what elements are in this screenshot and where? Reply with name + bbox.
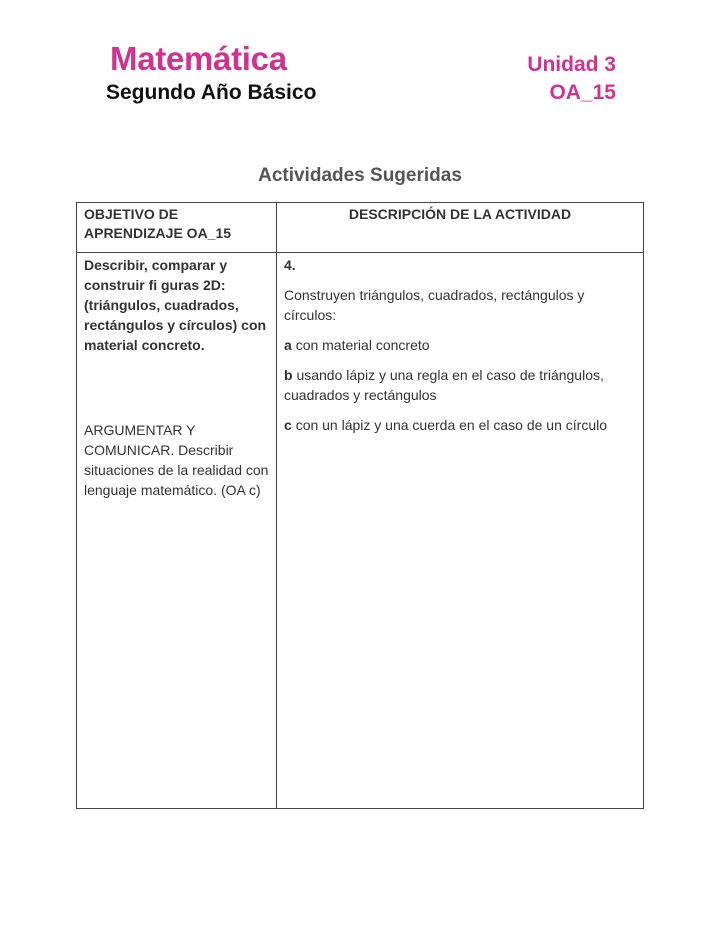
column-header-description: DESCRIPCIÓN DE LA ACTIVIDAD [348, 206, 572, 222]
activity-item-c [284, 415, 634, 435]
item-label: b [284, 367, 293, 383]
unit-label: Unidad 3 [527, 53, 616, 76]
activity-item-b [284, 365, 634, 405]
item-text: con material concreto [295, 337, 430, 353]
activities-table [76, 202, 644, 809]
item-text: con un lápiz y una cuerda en el caso de un círculo [295, 417, 607, 433]
header-row-divider [77, 252, 643, 253]
oa-code: OA_15 [549, 81, 616, 104]
section-title: Actividades Sugeridas [258, 165, 462, 186]
activity-number: 4. [284, 257, 296, 273]
column-header-objective: OBJETIVO DE APRENDIZAJE OA_15 [84, 206, 232, 241]
subject-title: Matemática [110, 40, 287, 77]
item-label: a [284, 337, 292, 353]
item-label: c [284, 417, 292, 433]
activity-item-a [284, 335, 634, 355]
activity-description [284, 255, 634, 445]
item-text: usando lápiz y una regla en el caso de triángulos, cuadrados y rectángulos [284, 367, 604, 403]
column-divider [276, 203, 277, 808]
grade-title: Segundo Año Básico [106, 81, 317, 104]
activity-intro: Construyen triángulos, cuadrados, rectángulos y círculos: [284, 287, 585, 323]
skill-description: ARGUMENTAR Y COMUNICAR. Describir situaciones de la realidad con lenguaje matemático. (OA c) [84, 422, 269, 498]
learning-objective: Describir, comparar y construir fi guras 2D: (triángulos, cuadrados, rectángulos y círculos) con material concreto. [84, 257, 267, 353]
